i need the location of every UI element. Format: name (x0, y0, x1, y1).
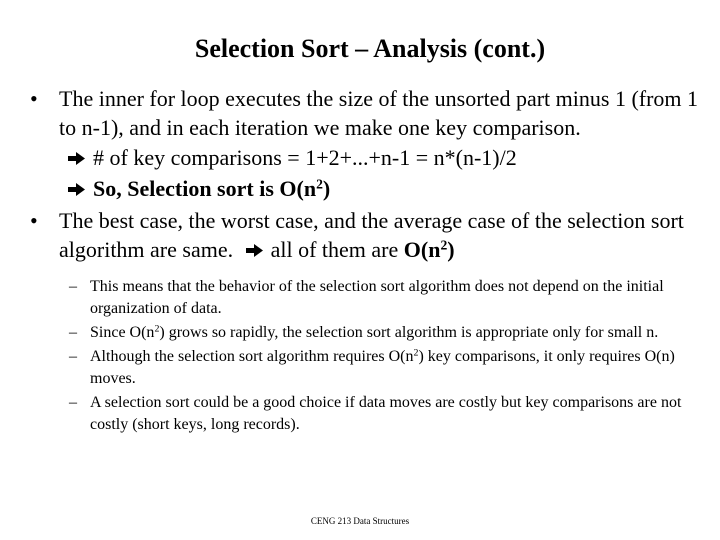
bullet-text: The inner for loop executes the size of the unsorted part minus 1 (from 1 to n-1), and in each iteration we make one key comparison. (59, 86, 699, 140)
bullet-emph-end: ) (447, 237, 455, 262)
sub-item-text: A selection sort could be a good choice if data moves are costly but key comparisons are not costly (short keys, long records). (90, 394, 682, 433)
sub-item-text-a: Although the selection sort algorithm requires O(n (90, 348, 414, 365)
right-arrow-icon (67, 151, 86, 166)
superscript: 2 (154, 323, 160, 335)
arrow-text-prefix: So, Selection sort is O(n (93, 176, 317, 201)
arrow-text: # of key comparisons = 1+2+...+n-1 = n*(n-1)/2 (93, 145, 517, 170)
bullet-item-cases (0, 206, 705, 264)
bullet-marker: • (30, 208, 38, 233)
bullet-text: The best case, the worst case, and the average case of the selection sort algorithm are same. (59, 208, 684, 262)
bullet-emph-bold: O(n (403, 237, 441, 262)
bullet-item-inner-loop (0, 84, 705, 142)
sub-item-growth (0, 322, 705, 344)
superscript: 2 (316, 176, 323, 192)
slide-footer: CENG 213 Data Structures (310, 516, 410, 526)
sub-item-behavior (0, 276, 705, 320)
right-arrow-icon (67, 182, 86, 197)
main-bullet-list (0, 84, 705, 438)
sub-item-text-b: ) key comparisons, it only requires O(n) moves. (90, 348, 675, 387)
sub-item-text-a: Since O(n (90, 324, 155, 341)
sub-item-text-b: ) grows so rapidly, the selection sort algorithm is appropriate only for small n. (159, 324, 659, 341)
dash-marker: – (69, 324, 77, 341)
right-arrow-icon (245, 243, 264, 258)
sub-item-good-choice (0, 392, 705, 436)
superscript: 2 (440, 237, 448, 253)
sub-item-text: This means that the behavior of the selection sort algorithm does not depend on the initial organization of data. (90, 278, 664, 317)
superscript: 2 (413, 347, 419, 359)
bullet-marker: • (30, 86, 38, 111)
sub-item-list (0, 276, 705, 436)
arrow-line-complexity (0, 173, 705, 204)
dash-marker: – (69, 394, 77, 411)
bullet-emph-prefix: all of them are (270, 237, 404, 262)
arrow-line-key-comparisons (0, 142, 705, 173)
arrow-text-suffix: ) (322, 176, 331, 201)
slide-title: Selection Sort – Analysis (cont.) (194, 34, 546, 63)
dash-marker: – (69, 278, 77, 295)
sub-item-moves (0, 346, 705, 390)
dash-marker: – (69, 348, 77, 365)
